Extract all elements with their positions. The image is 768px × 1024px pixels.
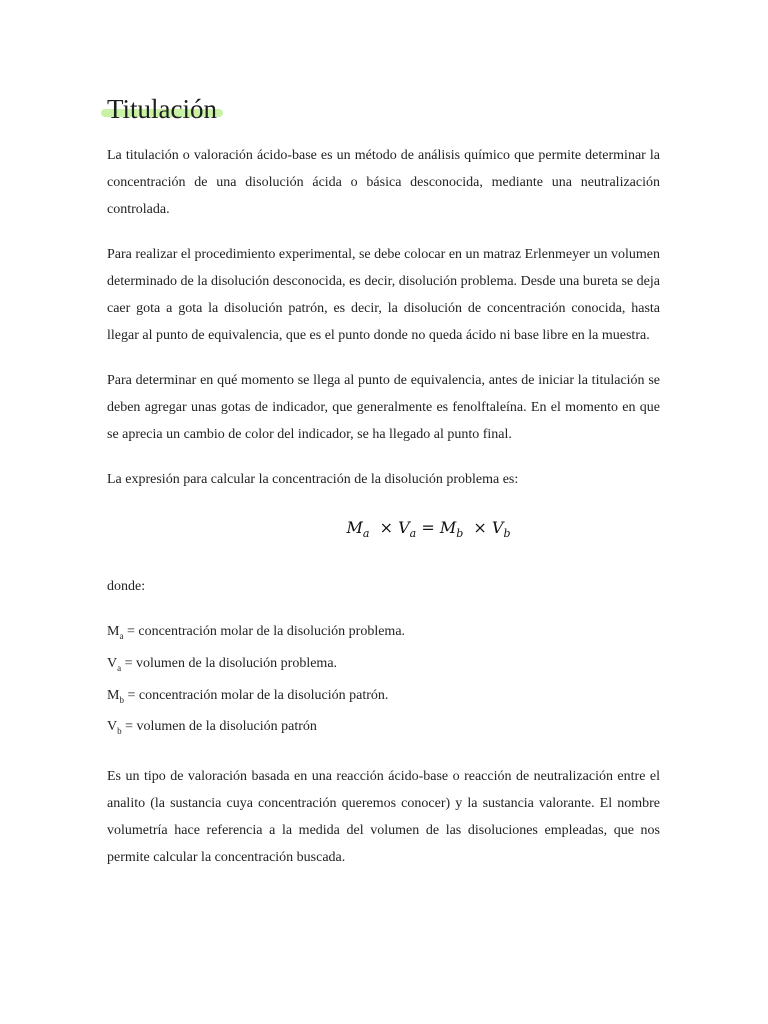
donde-label: donde: [107, 579, 146, 594]
legend-item: $V_b$ = volumen de la disolución patrón [107, 719, 317, 737]
legend-item: $M_a$ = concentración molar de la disolución problema. [107, 624, 406, 641]
titration-formula: $M_a \times V_a = M_b \times V_b$ [346, 518, 511, 541]
paragraph-indicator: Para determinar en qué momento se llega al punto de equivalencia, antes de iniciar la titulación se deben agregar unas gotas de indicador, que generalmente es fenolftaleína. En el momento en que se aprecia un cambio de color del indicador, se ha llegado al punto final. [107, 373, 660, 442]
variable-legend [107, 618, 660, 745]
document-page [107, 90, 660, 871]
title-block [107, 90, 217, 128]
paragraph-intro: La titulación o valoración ácido-base es un método de análisis químico que permite determinar la concentración de una disolución ácida o básica desconocida, mediante una neutralización controlada. [107, 148, 660, 217]
legend-item: $M_b$ = concentración molar de la disolución patrón. [107, 687, 389, 705]
paragraph-closing: Es un tipo de valoración basada en una reacción ácido-base o reacción de neutralización entre el analito (la sustancia cuya concentración queremos conocer) y la sustancia valorante. El nombre volumetría hace referencia a la medida del volumen de las disoluciones empleadas, que nos permite calcular la concentración buscada. [107, 769, 660, 866]
legend-item: $V_a$ = volumen de la disolución problema. [107, 655, 338, 673]
paragraph-expression: La expresión para calcular la concentración de la disolución problema es: [107, 472, 519, 487]
paragraph-procedure: Para realizar el procedimiento experimental, se debe colocar en un matraz Erlenmeyer un volumen determinado de la disolución desconocida, es decir, disolución problema. Desde una bureta se deja caer gota a gota la disolución patrón, es decir, la disolución de concentración conocida, hasta llegar al punto de equivalencia, que es el punto donde no queda ácido ni base libre en la muestra. [107, 247, 660, 343]
page-title: Titulación [107, 94, 218, 124]
